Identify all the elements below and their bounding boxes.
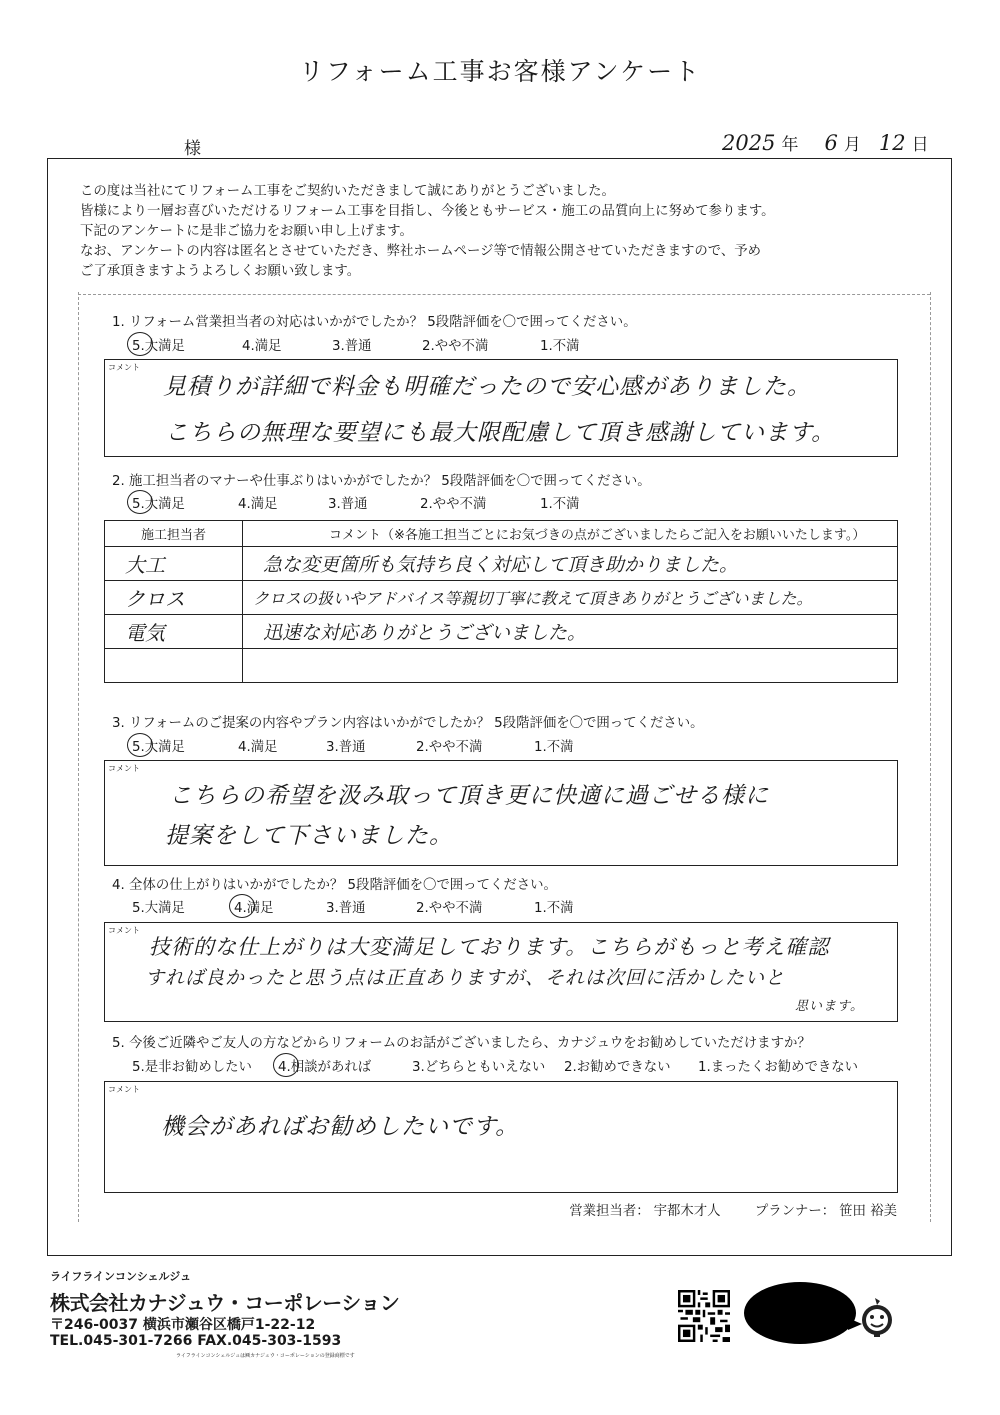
q4-options [132,897,574,916]
q4-comment-line: 技術的な仕上がりは大変満足しております。こちらがもっと考え確認 [149,935,830,959]
q3-option-2[interactable]: 2.やや不満 [416,740,483,755]
q4-comment-line: 思います。 [795,999,864,1014]
question-2: 2. 施工担当者のマナーや仕事ぶりはいかがでしたか？ 5段階評価を〇で囲ってください。 [112,474,651,489]
comment-label: コメント [108,1085,140,1094]
worker-cell: 電気 [105,615,243,649]
redacted-bubble [744,1282,856,1344]
table-row [105,649,898,683]
worker-cell [105,649,243,683]
comment-cell: 急な変更箇所も気持ち良く対応して頂き助かりました。 [243,547,898,581]
q1-comment-line: こちらの無理な要望にも最大限配慮して頂き感謝しています。 [165,420,836,446]
q4-comment-box [104,922,898,1022]
date-year-unit: 年 [781,135,799,155]
survey-date [722,130,929,155]
q3-option-1[interactable]: 1.不満 [534,740,574,755]
q4-option-5[interactable]: 5.大満足 [132,901,185,916]
company-phone: TEL.045-301-7266 FAX.045-303-1593 [50,1333,342,1349]
page-title: リフォーム工事お客様アンケート [298,57,702,86]
comment-label: コメント [108,764,140,773]
date-day-unit: 日 [911,135,929,155]
table-row [105,547,898,581]
worker-cell: 大工 [105,547,243,581]
q5-option-5[interactable]: 5.是非お勧めしたい [132,1060,252,1075]
table-header-row [105,521,898,547]
comment-cell [243,649,898,683]
q4-comment-line: すれば良かったと思う点は正直ありますが、それは次回に活かしたいと [145,967,786,989]
q3-comment-box [104,760,898,866]
q3-option-4[interactable]: 4.満足 [238,740,278,755]
intro-line: この度は当社にてリフォーム工事をご契約いただきまして誠にありがとうございました。 [80,184,615,199]
brand-tagline: ライフラインコンシェルジュ [50,1270,192,1283]
q4-option-4[interactable]: 4.満足 [234,897,326,916]
intro-line: 皆様により一層お喜びいただけるリフォーム工事を目指し、今後ともサービス・施工の品質向上に努めて参ります。 [80,204,775,219]
q5-comment-box [104,1081,898,1193]
q5-option-2[interactable]: 2.お勧めできない [564,1060,671,1075]
q1-options [132,335,580,354]
worker-cell: クロス [105,581,243,615]
dashed-border [78,292,79,1222]
dashed-border [930,292,931,1222]
q3-option-5[interactable]: 5.大満足 [132,736,238,755]
planner-name: 笹田 裕美 [839,1204,897,1219]
question-1: 1. リフォーム営業担当者の対応はいかがでしたか？ 5段階評価を〇で囲ってください。 [112,315,637,330]
company-name: 株式会社カナジュウ・コーポレーション [50,1291,400,1315]
question-4: 4. 全体の仕上がりはいかがでしたか？ 5段階評価を〇で囲ってください。 [112,878,557,893]
comment-label: コメント [108,363,140,372]
q2-option-1[interactable]: 1.不満 [540,497,580,512]
q2-option-2[interactable]: 2.やや不満 [420,497,487,512]
comment-label: コメント [108,926,140,935]
sales-name: 宇都木才人 [653,1204,721,1219]
table-row [105,581,898,615]
q2-option-4[interactable]: 4.満足 [238,497,278,512]
question-3: 3. リフォームのご提案の内容やプラン内容はいかがでしたか？ 5段階評価を〇で囲ってください。 [112,716,704,731]
q1-comment-line: 見積りが詳細で料金も明確だったので安心感がありました。 [163,374,811,400]
q3-comment-line: こちらの希望を汲み取って頂き更に快適に過ごせる様に [169,783,769,809]
qr-code-icon[interactable] [678,1290,730,1342]
sales-label: 営業担当者： [569,1204,650,1219]
q2-option-3[interactable]: 3.普通 [328,497,368,512]
planner-label: プランナー： [754,1204,836,1219]
date-year: 2025 [722,131,776,155]
intro-text [80,182,940,282]
mascot-icon [858,1296,896,1338]
date-day: 12 [878,131,906,155]
intro-line: なお、アンケートの内容は匿名とさせていただき、弊社ホームページ等で情報公開させていただきますので、予め [80,244,762,259]
date-month-unit: 月 [843,135,861,155]
q5-comment-line: 機会があればお勧めしたいです。 [161,1114,520,1140]
q4-option-3[interactable]: 3.普通 [326,901,366,916]
header-comment: コメント（※各施工担当ごとにお気づきの点がございましたらご記入をお願いいたします。） [243,521,898,547]
q2-options [132,493,580,512]
comment-cell: クロスの扱いやアドバイス等親切丁寧に教えて頂きありがとうございました。 [243,581,898,615]
q1-comment-box [104,359,898,457]
company-address: 〒246-0037 横浜市瀬谷区橋戸1-22-12 [50,1317,316,1333]
intro-line: 下記のアンケートに是非ご協力をお願い申し上げます。 [80,224,413,239]
q1-option-2[interactable]: 2.やや不満 [422,339,489,354]
q1-option-1[interactable]: 1.不満 [540,339,580,354]
question-5: 5. 今後ご近隣やご友人の方などからリフォームのお話がございましたら、カナジュウをお勧めしていただけますか？ [112,1036,811,1051]
q3-option-3[interactable]: 3.普通 [326,740,366,755]
customer-honorific: 様 [184,139,201,159]
q2-option-5[interactable]: 5.大満足 [132,493,238,512]
q5-option-1[interactable]: 1.まったくお勧めできない [698,1060,859,1075]
q3-options [132,736,574,755]
staff-info [565,1200,897,1219]
q1-option-3[interactable]: 3.普通 [332,339,372,354]
q4-option-2[interactable]: 2.やや不満 [416,901,483,916]
header-worker: 施工担当者 [105,521,243,547]
trademark-note: ライフラインコンシェルジュは㈱カナジュウ・コーポレーションの登録商標です [176,1353,355,1359]
q5-option-4[interactable]: 4.相談があれば [278,1056,412,1075]
q3-comment-line: 提案をして下さいました。 [165,823,453,849]
staff-comment-table [104,520,898,683]
q1-option-4[interactable]: 4.満足 [242,339,282,354]
q1-option-5[interactable]: 5.大満足 [132,335,242,354]
q4-option-1[interactable]: 1.不満 [534,901,574,916]
date-month: 6 [824,131,838,155]
comment-cell: 迅速な対応ありがとうございました。 [243,615,898,649]
table-row [105,615,898,649]
dashed-border [78,294,930,295]
q5-options [132,1056,858,1075]
q5-option-3[interactable]: 3.どちらともいえない [412,1060,546,1075]
intro-line: ご了承頂きますようよろしくお願い致します。 [80,264,361,279]
